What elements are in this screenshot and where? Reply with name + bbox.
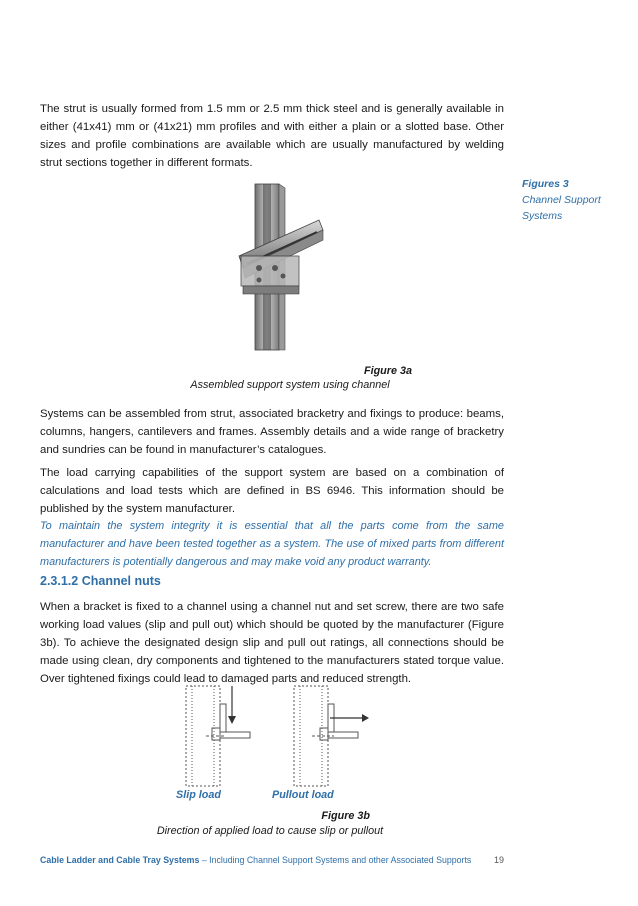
page-number: 19 bbox=[494, 855, 505, 865]
sidebar-line-1: Channel Support bbox=[522, 194, 601, 206]
figure-3b-caption-block bbox=[140, 810, 400, 837]
page-footer bbox=[40, 855, 514, 865]
channel-assembly-illustration bbox=[225, 182, 325, 352]
figure-3a-caption: Assembled support system using channel bbox=[190, 379, 390, 391]
sidebar-note bbox=[522, 176, 632, 224]
figure-3b-label: Figure 3b bbox=[321, 810, 370, 822]
figure-3b-caption: Direction of applied load to cause slip or pullout bbox=[156, 825, 384, 837]
footer-subtitle: – Including Channel Support Systems and other Associated Supports bbox=[199, 855, 472, 865]
figure-3a-caption-block bbox=[160, 365, 420, 391]
footer-title: Cable Ladder and Cable Tray Systems bbox=[40, 855, 200, 865]
figure-3a-label: Figure 3a bbox=[363, 365, 412, 377]
pullout-load-label: Pullout load bbox=[272, 789, 334, 801]
intro-paragraph: The strut is usually formed from 1.5 mm or 2.5 mm thick steel and is generally available in either (41x41) mm or (41x21) mm profiles and with either a plain or a slotted base. Other sizes and profile combinations are available which are usually manufactured by welding strut sections together in different formats. bbox=[40, 103, 504, 169]
assembly-paragraph: Systems can be assembled from strut, associated bracketry and fixings to produce: beams, columns, hangers, cantilevers and frames. Assembly details and a wide range of bracketry and sundries can be found in manufacturer’s catalogues. bbox=[40, 408, 504, 456]
system-integrity-paragraph: To maintain the system integrity it is essential that all the parts come from the same manufacturer and have been tested together as a system. The use of mixed parts from different manufacturers is potentially dangerous and may make void any product warranty. bbox=[40, 520, 504, 568]
slip-load-label: Slip load bbox=[176, 789, 221, 801]
load-capability-paragraph: The load carrying capabilities of the support system are based on a combination of calculations and load tests which are defined in BS 6946. This information should be published by the system manufacturer. bbox=[40, 467, 504, 515]
sidebar-title: Figures 3 bbox=[522, 178, 569, 190]
sidebar-line-2: Systems bbox=[522, 210, 563, 222]
slip-pullout-diagram bbox=[170, 682, 370, 790]
channel-nuts-paragraph: When a bracket is fixed to a channel using a channel nut and set screw, there are two safe working load values (slip and pull out) which should be quoted by the manufacturer (Figure 3b). To achieve the designated design slip and pull out ratings, all connections should be made using clean, dry components and tightened to the manufacturers stated torque value. Over tightened fixings could lead to damaged parts and reduced strength. bbox=[40, 601, 504, 685]
section-heading: 2.3.1.2 Channel nuts bbox=[40, 574, 161, 588]
